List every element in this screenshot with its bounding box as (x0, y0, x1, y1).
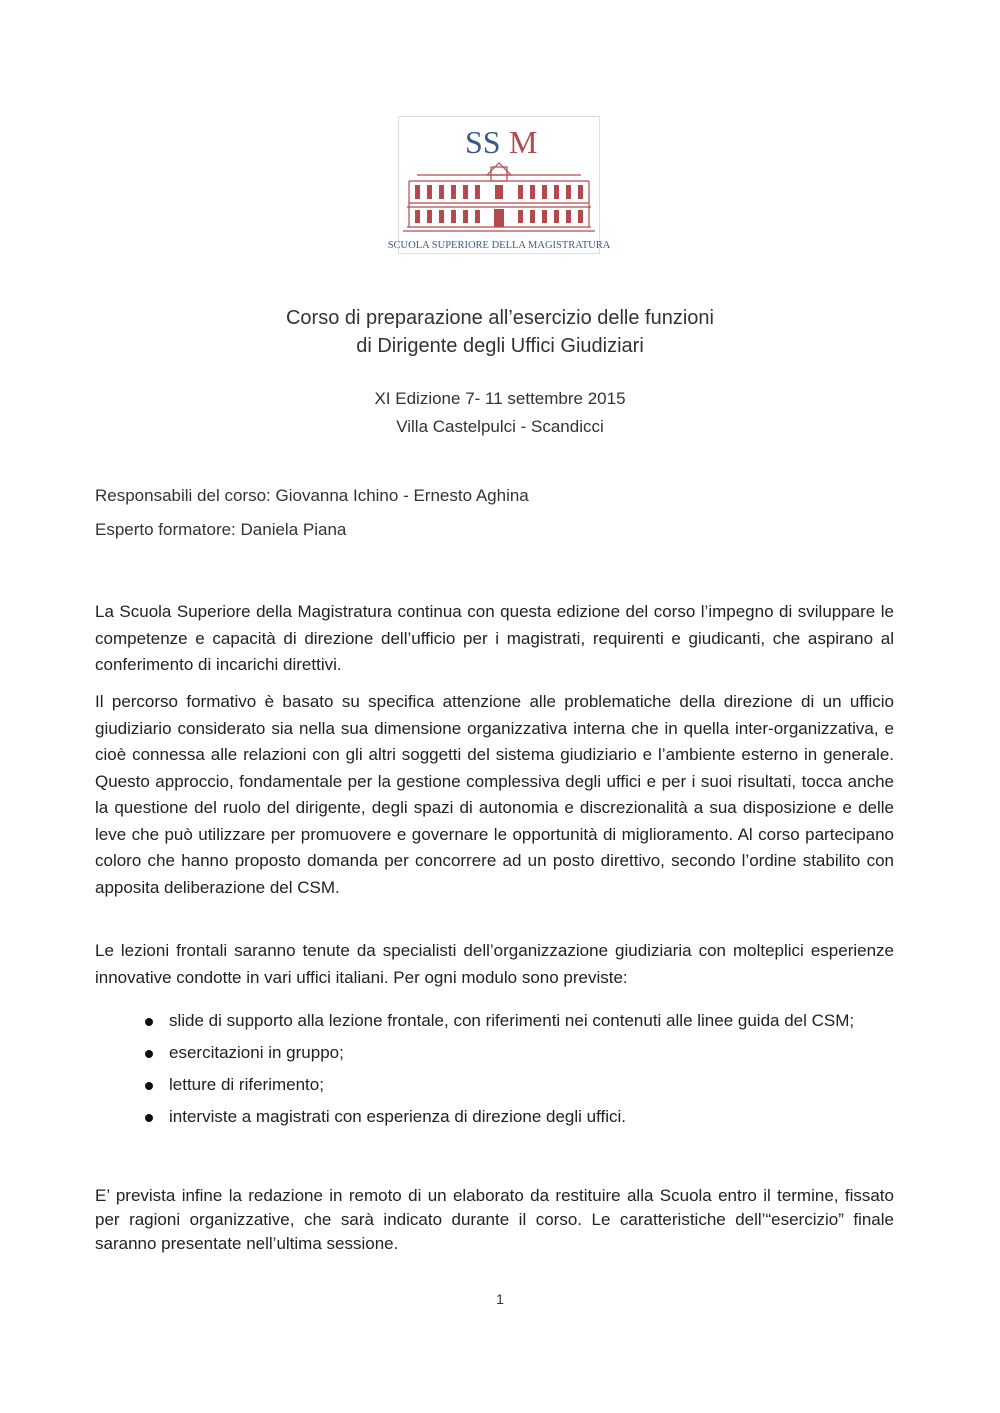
course-title-line2: di Dirigente degli Uffici Giudiziari (356, 335, 644, 357)
module-features-list (145, 1009, 894, 1137)
list-item-text: letture di riferimento; (169, 1075, 324, 1094)
ssm-logo-graphic (387, 117, 611, 253)
bullet-icon (145, 1050, 153, 1058)
course-title-line1: Corso di preparazione all’esercizio delle funzioni (285, 307, 714, 329)
villa-windows (415, 185, 583, 227)
list-item-text: slide di supporto alla lezione frontale, con riferimenti nei contenuti alle linee guida del CSM; (169, 1011, 855, 1030)
logo-acronym-part1: SS (465, 124, 501, 160)
expert-trainer: Esperto formatore: Daniela Piana (95, 520, 347, 539)
course-managers: Responsabili del corso: Giovanna Ichino - Ernesto Aghina (95, 486, 529, 505)
paragraph-final-assignment: E’ prevista infine la redazione in remoto di un elaborato da restituire alla Scuola entro il termine, fissato per ragioni organizzative, che sarà indicato durante il corso. Le caratteristiche dell’“esercizio” finale saranno presentate nell’ultima sessione. (95, 1186, 894, 1253)
list-item (145, 1073, 894, 1097)
paragraph-program: Il percorso formativo è basato su specifica attenzione alle problematiche della direzione di un ufficio giudiziario considerato sia nella sua dimensione organizzativa interna che in quella inter-organizzativa, e cioè connessa alle relazioni con gli altri soggetti del sistema giudiziario e l’ambiente esterno in generale. Questo approccio, fondamentale per la gestione complessiva degli uffici e per i suoi risultati, tocca anche la questione del ruolo del dirigente, degli spazi di autonomia e discrezionalità a sua disposizione e delle leve che può utilizzare per promuovere e governare le opportunità di miglioramento. Al corso partecipano coloro che hanno proposto domanda per concorrere ad un posto direttivo, secondo l’ordine stabilito con apposita deliberazione del CSM. (95, 692, 894, 897)
list-item-text: interviste a magistrati con esperienza di direzione degli uffici. (169, 1107, 627, 1126)
paragraph-intro: La Scuola Superiore della Magistratura continua con questa edizione del corso l’impegno di sviluppare le competenze e capacità di direzione dell’ufficio per i magistrati, requirenti e giudicanti, che aspirano al conferimento di incarichi direttivi. (95, 602, 894, 674)
ssm-logo (387, 116, 611, 254)
bullet-icon (145, 1114, 153, 1122)
list-item (145, 1041, 894, 1065)
logo-subtitle: SCUOLA SUPERIORE DELLA MAGISTRATURA (387, 240, 611, 251)
list-item (145, 1009, 894, 1033)
logo-acronym-part2: M (509, 124, 538, 160)
bullet-icon (145, 1082, 153, 1090)
course-venue: Villa Castelpulci - Scandicci (396, 417, 604, 436)
bullet-icon (145, 1018, 153, 1026)
page-number: 1 (496, 1291, 504, 1307)
list-item (145, 1105, 894, 1129)
course-edition: XI Edizione 7- 11 settembre 2015 (374, 389, 626, 408)
list-item-text: esercitazioni in gruppo; (169, 1043, 344, 1062)
paragraph-lessons: Le lezioni frontali saranno tenute da specialisti dell’organizzazione giudiziaria con molteplici esperienze innovative condotte in vari uffici italiani. Per ogni modulo sono previste: (95, 941, 894, 987)
